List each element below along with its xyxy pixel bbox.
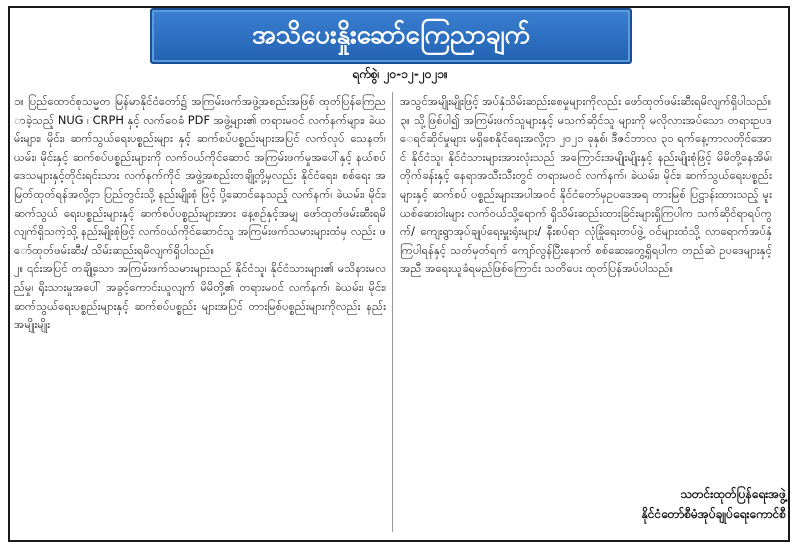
column-divider bbox=[392, 92, 393, 532]
notice-title-banner bbox=[150, 8, 632, 64]
paragraph-2: ၂။ ၎င်းအပြင် တချို့သော အကြမ်းဖက်သမားများသည် နိုင်ငံသူ၊ နိုင်ငံသားများ၏ မသိနားမလည်မှု၊ ရိုးသားမှုအပေါ် အခွင့်ကောင်းယူလျက် မိမိတို့၏ တရားမဝင် လက်နက်၊ ခဲယမ်း၊ မိုင်း၊ ဆက်သွယ်ရေးပစ္စည်းများနှင့် ဆက်စပ်ပစ္စည်း များအပြင် တားမြစ်ပစ္စည်းများကိုလည်း နည်းအမျိုးမျိုး bbox=[14, 261, 386, 332]
notice-title: အသိပေးနှိုးဆော်ကြေညာချက် bbox=[252, 19, 530, 50]
paragraph-3: ၃။ သို့ဖြစ်ပါ၍ အကြမ်းဖက်သူများနှင့် မသက်ဆိုင်သူ များကို မလိုလားအပ်သော တရားဥပဒေရင်ဆိုင်မှုများ မရှိစေနိုင်ရေးအလို့ငှာ ၂၀၂၁ ခုနှစ်၊ ဒီဇင်ဘာလ ၃၁ ရက်နေ့ကာလတိုင်အောင် နိုင်ငံသူ၊ နိုင်ငံသားများအားလုံးသည် အကြောင်းအမျိုးမျိုးနှင့် နည်းမျိုးစုံဖြင့် မိမိတို့နေအိမ်၊ တိုက်ခန်းနှင့် နေရာအသီးသီးတွင် တရားမဝင် လက်နက်၊ ခဲယမ်း၊ မိုင်း၊ ဆက်သွယ်ရေးပစ္စည်းများနှင့် ဆက်စပ် ပစ္စည်းများအပါအဝင် နိုင်ငံတော်မှဥပဒေအရ တားမြစ် ပြဋ္ဌာန်းထားသည့် မူးယစ်ဆေးဝါးများ လက်ဝယ်သို့ရောက် ရှိသိမ်းဆည်းထားခြင်းများရှိကြပါက သက်ဆိုင်ရာရပ်ကွက်/ ကျေးရွာအုပ်ချုပ်ရေးမှူးရုံးများ/ နီးစပ်ရာ လုံခြုံရေးတပ်ဖွဲ့ ဝင်များထံသို့ လာရောက်အပ်နှံကြပါရန်နှင့် သတ်မှတ်ရက် ကျော်လွန်ပြီးနောက် စစ်ဆေးတွေ့ရှိရပါက တည်ဆဲ ဥပဒေများနှင့်အညီ အရေးယူခံရမည်ဖြစ်ကြောင်း သတိပေး ထုတ်ပြန်အပ်ပါသည်။ bbox=[400, 112, 772, 276]
signature-line-2: နိုင်ငံတော်စီမံအုပ်ချုပ်ရေးကောင်စီ bbox=[641, 507, 786, 521]
signature-line-1: သတင်းထုတ်ပြန်ရေးအဖွဲ့ bbox=[680, 487, 786, 501]
signature-block bbox=[642, 484, 786, 524]
right-column bbox=[400, 92, 772, 278]
notice-date: ရက်စွဲ၊ ၂၀-၁၂-၂၀၂၁။ bbox=[352, 67, 448, 81]
paragraph-1: ၁။ ပြည်ထောင်စုသမ္မတ မြန်မာနိုင်ငံတော်၌ အကြမ်းဖက်အဖွဲ့အစည်းအဖြစ် ထုတ်ပြန်ကြေညာခဲ့သည့် NUG ၊ CRPH နှင့် လက်ဝေခံ PDF အဖွဲ့များ၏ တရားမဝင် လက်နက်များ၊ ခဲယမ်းများ၊ မိုင်း၊ ဆက်သွယ်ရေးပစ္စည်းများ နှင့် ဆက်စပ်ပစ္စည်းများအပြင် လက်လုပ် သေနတ်၊ ယမ်း၊ မိုင်းနှင့် ဆက်စပ်ပစ္စည်းများကို လက်ဝယ်ကိုင်ဆောင် အကြမ်းဖက်မှုအပေါ်နှင့် နယ်စပ်ဒေသများနှင့်တိုင်းရင်းသား လက်နက်ကိုင် အဖွဲ့အစည်းတချို့တို့မှလည်း နိုင်ငံရေး၊ စစ်ရေး အမြတ်ထုတ်ရန်အလို့ငှာ ပြည်တွင်းသို့ နည်းမျိုးစုံ ဖြင့် ပို့ဆောင်နေသည့် လက်နက်၊ ခဲယမ်း၊ မိုင်း၊ ဆက်သွယ် ရေးပစ္စည်းများနှင့် ဆက်စပ်ပစ္စည်းများအား နေ့စဉ်နှင့်အမျှ ဖော်ထုတ်ဖမ်းဆီးရမိလျက်ရှိသကဲ့သို့ နည်းမျိုးစုံဖြင့် လက်ဝယ်ကိုင်ဆောင်သူ အကြမ်းဖက်သမားများထံမှ လည်း ဖော်ထုတ်ဖမ်းဆီး/ သိမ်းဆည်းရမိလျက်ရှိပါသည်။ bbox=[14, 94, 386, 257]
paragraph-2-continued: အသွင်အမျိုးမျိုးဖြင့် အပ်နှံသိမ်းဆည်းစေမှုများကိုလည်း ဖော်ထုတ်ဖမ်းဆီးရမိလျက်ရှိပါသည်။ bbox=[400, 94, 772, 108]
left-column bbox=[14, 92, 386, 334]
